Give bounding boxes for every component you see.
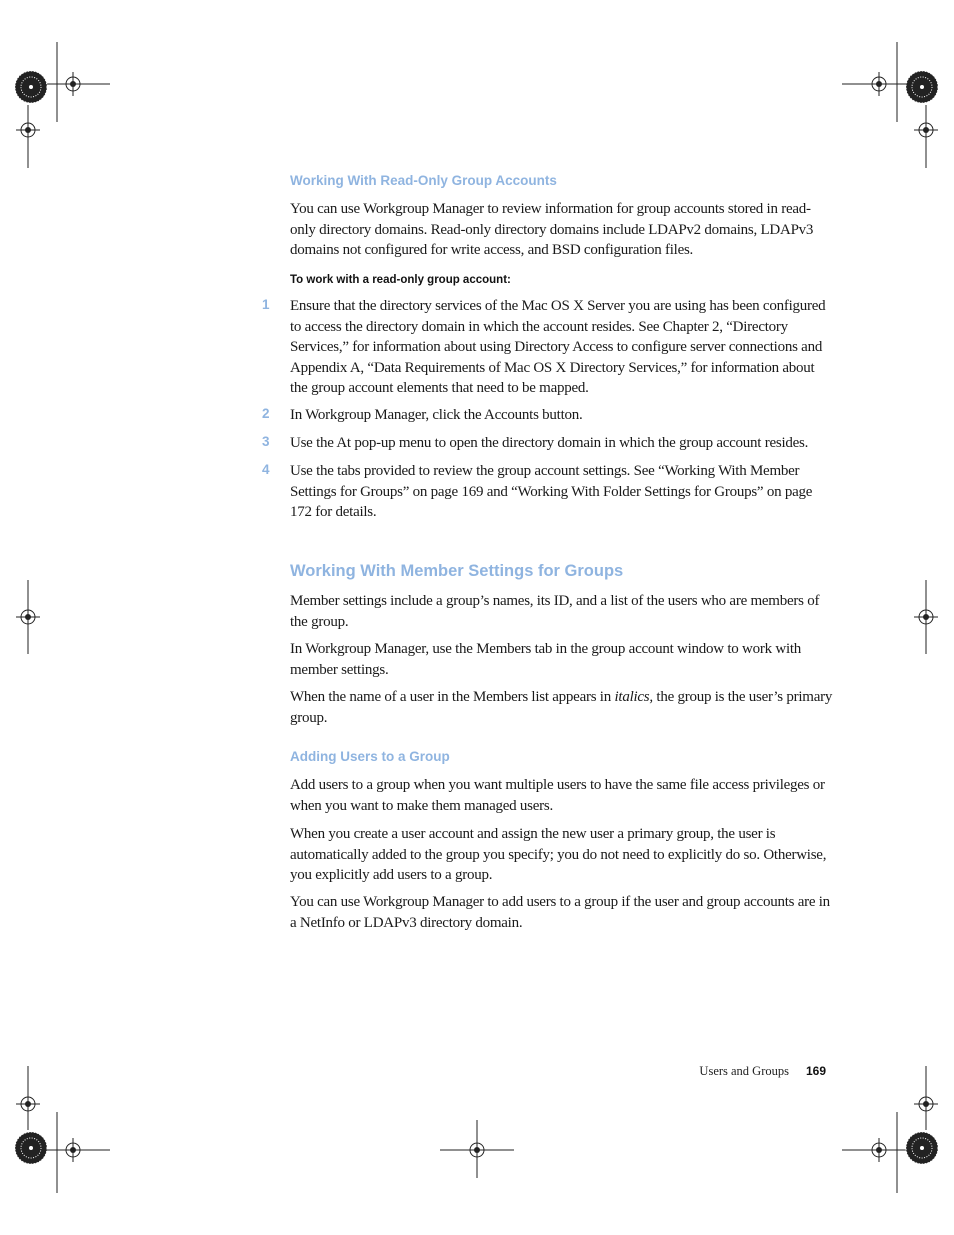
- adding-paragraph: You can use Workgroup Manager to add users to a group if the user and group accounts are in a NetInfo or LDAPv3 directory domain.: [290, 894, 830, 931]
- crop-lines-top-right: [842, 42, 926, 168]
- crosshair-mark-icon: [914, 118, 938, 142]
- step-text: Use the tabs provided to review the group account settings. See “Working With Member Settings for Groups” on page 169 and “Working With Folder Settings for Groups” on page 172 for details.: [290, 463, 813, 520]
- member-paragraph-italic: italics,: [614, 689, 653, 705]
- crosshair-mark-icon: [914, 1092, 938, 1116]
- adding-users-heading: Adding Users to a Group: [290, 749, 450, 764]
- crosshair-mark-icon: [61, 1138, 85, 1162]
- member-paragraph: [290, 687, 835, 728]
- member-paragraph: Member settings include a group’s names, its ID, and a list of the users who are members of the group.: [290, 593, 820, 630]
- readonly-intro-paragraph: You can use Workgroup Manager to review information for group accounts stored in read-only directory domains. Read-only directory domains include LDAPv2 domains, LDAPv3 domains not configured for write access, and BSD configuration files.: [290, 201, 814, 258]
- procedure-title: To work with a read-only group account:: [290, 274, 511, 286]
- crosshair-mark-icon: [867, 1138, 891, 1162]
- member-paragraph-text: the group is the user’s primary group.: [290, 689, 833, 726]
- crop-lines-top-left: [28, 42, 110, 168]
- step-number: 2: [262, 406, 270, 421]
- step-text: In Workgroup Manager, click the Accounts button.: [290, 407, 583, 423]
- readonly-section-heading: Working With Read-Only Group Accounts: [290, 173, 557, 188]
- page-number: 169: [806, 1064, 827, 1078]
- step-number: 3: [262, 434, 270, 449]
- step-number: 4: [262, 462, 270, 477]
- starburst-mark-icon: [906, 71, 938, 103]
- starburst-mark-icon: [15, 1132, 47, 1164]
- step-text: Use the At pop-up menu to open the directory domain in which the group account resides.: [290, 435, 809, 451]
- member-settings-heading: Working With Member Settings for Groups: [290, 562, 624, 580]
- crosshair-mark-icon: [914, 605, 938, 629]
- footer-chapter-title: Users and Groups: [699, 1064, 789, 1078]
- adding-paragraph: Add users to a group when you want multiple users to have the same file access privileges or when you want to make them managed users.: [290, 777, 825, 814]
- crop-lines-bottom-left: [28, 1066, 110, 1193]
- member-paragraph: In Workgroup Manager, use the Members tab in the group account window to work with member settings.: [290, 641, 802, 678]
- crop-lines-bottom-right: [842, 1066, 926, 1193]
- crosshair-mark-icon: [16, 118, 40, 142]
- step-number: 1: [262, 297, 270, 312]
- step-text: Ensure that the directory services of the Mac OS X Server you are using has been configured to access the directory domain in which the account resides. See Chapter 2, “Directory Services,” for information about using Directory Access to configure server connections and Appendix A, “Data Requirements of Mac OS X Directory Services,” for information about the group account elements that need to be mapped.: [290, 298, 826, 396]
- adding-paragraph: When you create a user account and assign the new user a primary group, the user is automatically added to the group you specify; you do not need to explicitly do so. Otherwise, you explicitly add users to a group.: [290, 826, 827, 883]
- crosshair-mark-icon: [61, 72, 85, 96]
- starburst-mark-icon: [906, 1132, 938, 1164]
- member-paragraph-text: When the name of a user in the Members list appears in: [290, 689, 615, 705]
- crop-lines-bottom-center: [440, 1120, 514, 1178]
- crosshair-mark-icon: [465, 1138, 489, 1162]
- starburst-mark-icon: [15, 71, 47, 103]
- crosshair-mark-icon: [16, 605, 40, 629]
- crosshair-mark-icon: [867, 72, 891, 96]
- crosshair-mark-icon: [16, 1092, 40, 1116]
